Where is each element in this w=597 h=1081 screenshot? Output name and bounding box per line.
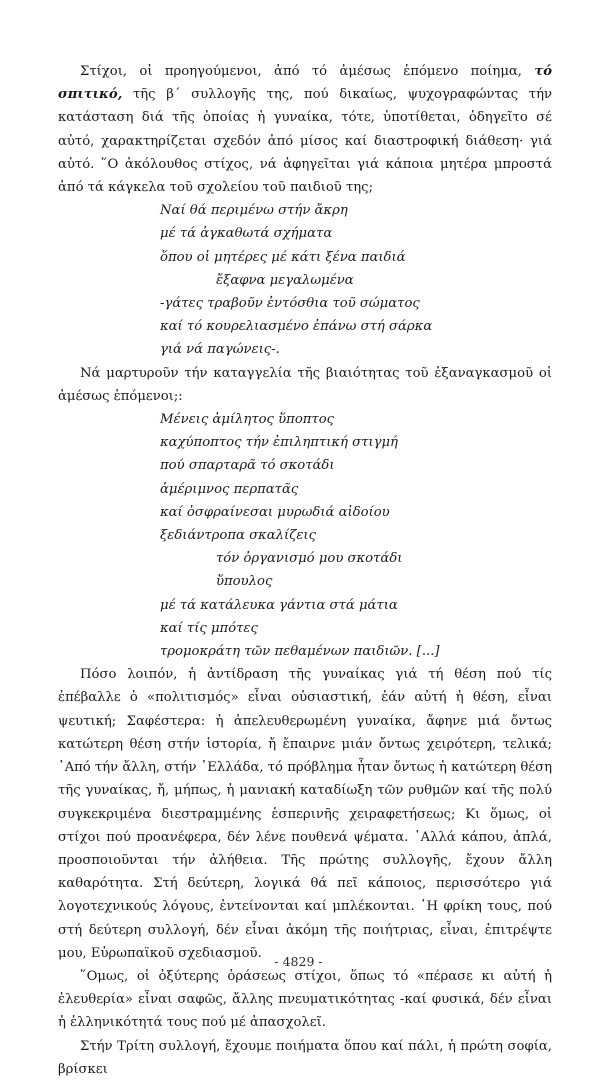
poem-line: ὕπουλος: [216, 574, 273, 590]
poem-line: ὅπου οἱ μητέρες μέ κάτι ξένα παιδιά: [160, 249, 406, 265]
page-number: - 4829 -: [274, 954, 323, 969]
poem-title-emphasis: τό σπιτικό,: [58, 64, 552, 103]
paragraph-4: ῞Ομως, οἱ ὀξύτερης ὁράσεως στίχοι, ὅπως τό «πέρασε κι αὐτή ἡ ἐλευθερία» εἶναι σαφῶς, ἄλλης πνευματικότητας -καί φυσικά, δέν εἶναι ἡ ἑλληνικότητά τους πού μέ ἀπασχολεῖ.: [58, 968, 552, 1031]
poem-line: τρομοκράτη τῶν πεθαμένων παιδιῶν. [...]: [160, 644, 440, 660]
poem-line: Μένεις ἀμίλητος ὕποπτος: [160, 412, 335, 428]
paragraph-1-start: Στίχοι, οἱ προηγούμενοι, ἀπό τό ἀμέσως ἑπόμενο ποίημα,: [80, 64, 535, 79]
paragraph-1-rest: τῆς β΄ συλλογῆς της, πού δικαίως, ψυχογραφώντας τήν κατάσταση διά τῆς ὁποίας ἡ γυναίκα, τότε, ὑποτίθεται, ὁδηγεῖτο σέ αὐτό, χαρακτηρίζεται σχεδόν ἀπό μίσος καί διαστροφική διάθεση· γιά αὐτό. ῞Ο ἀκόλουθος στίχος, νά ἀφηγεῖται γιά κάποια μητέρα μπροστά ἀπό τά κάγκελα τοῦ σχολείου τοῦ παιδιοῦ της;: [58, 87, 552, 196]
poem-line: Ναί θά περιμένω στήν ἄκρη: [160, 203, 348, 219]
poem-line: -γάτες τραβοῦν ἐντόσθια τοῦ σώματος: [160, 296, 420, 312]
body-text: [58, 60, 552, 1081]
poem-line: καί ὀσφραίνεσαι μυρωδιά αἰδοίου: [160, 504, 390, 520]
poem-line: καί τίς μπότες: [160, 620, 258, 636]
poem-line: ἔξαφνα μεγαλωμένα: [216, 272, 354, 288]
poem-line: καχύποπτος τήν ἐπιληπτική στιγμή: [160, 435, 398, 451]
poem-line: πού σπαρταρᾶ τό σκοτάδι: [160, 458, 335, 474]
paragraph-2: Νά μαρτυροῦν τήν καταγγελία τῆς βιαιότητας τοῦ ἐξαναγκασμοῦ οἱ ἀμέσως ἑπόμενοι;:: [58, 365, 552, 404]
poem-line: μέ τά ἀγκαθωτά σχήματα: [160, 226, 333, 242]
poem-line: ξεδιάντροπα σκαλίζεις: [160, 528, 316, 544]
poem-quote-2: [160, 408, 552, 663]
poem-line: μέ τά κατάλευκα γάντια στά μάτια: [160, 597, 398, 613]
poem-quote-1: [160, 199, 552, 361]
paragraph-5: Στήν Τρίτη συλλογή, ἔχουμε ποιήματα ὅπου καί πάλι, ἡ πρώτη σοφία, βρίσκει: [58, 1038, 552, 1077]
poem-line: ἀμέριμνος περπατᾶς: [160, 481, 299, 497]
paragraph-1: [58, 60, 552, 199]
poem-line: γιά νά παγώνεις-.: [160, 342, 280, 358]
poem-line: καί τό κουρελιασμένο ἐπάνω στή σάρκα: [160, 319, 433, 335]
paragraph-3: Πόσο λοιπόν, ἡ ἀντίδραση τῆς γυναίκας γιά τή θέση πού τίς ἐπέβαλλε ὁ «πολιτισμός» εἶναι οὐσιαστική, ἐάν αὐτή ἡ θέση, εἶναι ψευτική; Σαφέστερα: ἡ ἀπελευθερωμένη γυναίκα, ἄφηνε μιά ὄντως κατώτερη θέση στήν ἱστορία, ἤ ἔπαιρνε μιάν ὄντως χειρότερη, τελικά; ᾽Από τήν ἄλλη, στήν ῾Ελλάδα, τό πρόβλημα ἦταν ὄντως ἡ κατώτερη θέση τῆς γυναίκας, ἤ, μήπως, ἡ μανιακή καταδίωξη τῶν ρυθμῶν καί τῆς πολύ συγκεκριμένα διεστραμμένης ἑσπερινῆς χειραφετήσεως; Κι ὅμως, οἱ στίχοι πού προανέφερα, δέν λένε πουθενά ψέματα. ᾽Αλλά κάπου, ἁπλά, προσποιοῦνται τήν ἀλήθεια. Τῆς πρώτης συλλογῆς, ἔχουν ἄλλη καθαρότητα. Στή δεύτερη, λογικά θά πεῖ κάποιος, περισσότερο γιά λογοτεχνικούς λόγους, ἐντείνονται καί μπλέκονται. ῾Η φρίκη τους, πού στή δεύτερη συλλογή, δέν εἶναι ἀκόμη τῆς ποιήτριας, εἶναι, ἐπιτρέψτε μου, Εὐρωπαϊκοῦ σχεδιασμοῦ.: [58, 667, 552, 961]
poem-line: τόν ὀργανισμό μου σκοτάδι: [216, 551, 403, 567]
